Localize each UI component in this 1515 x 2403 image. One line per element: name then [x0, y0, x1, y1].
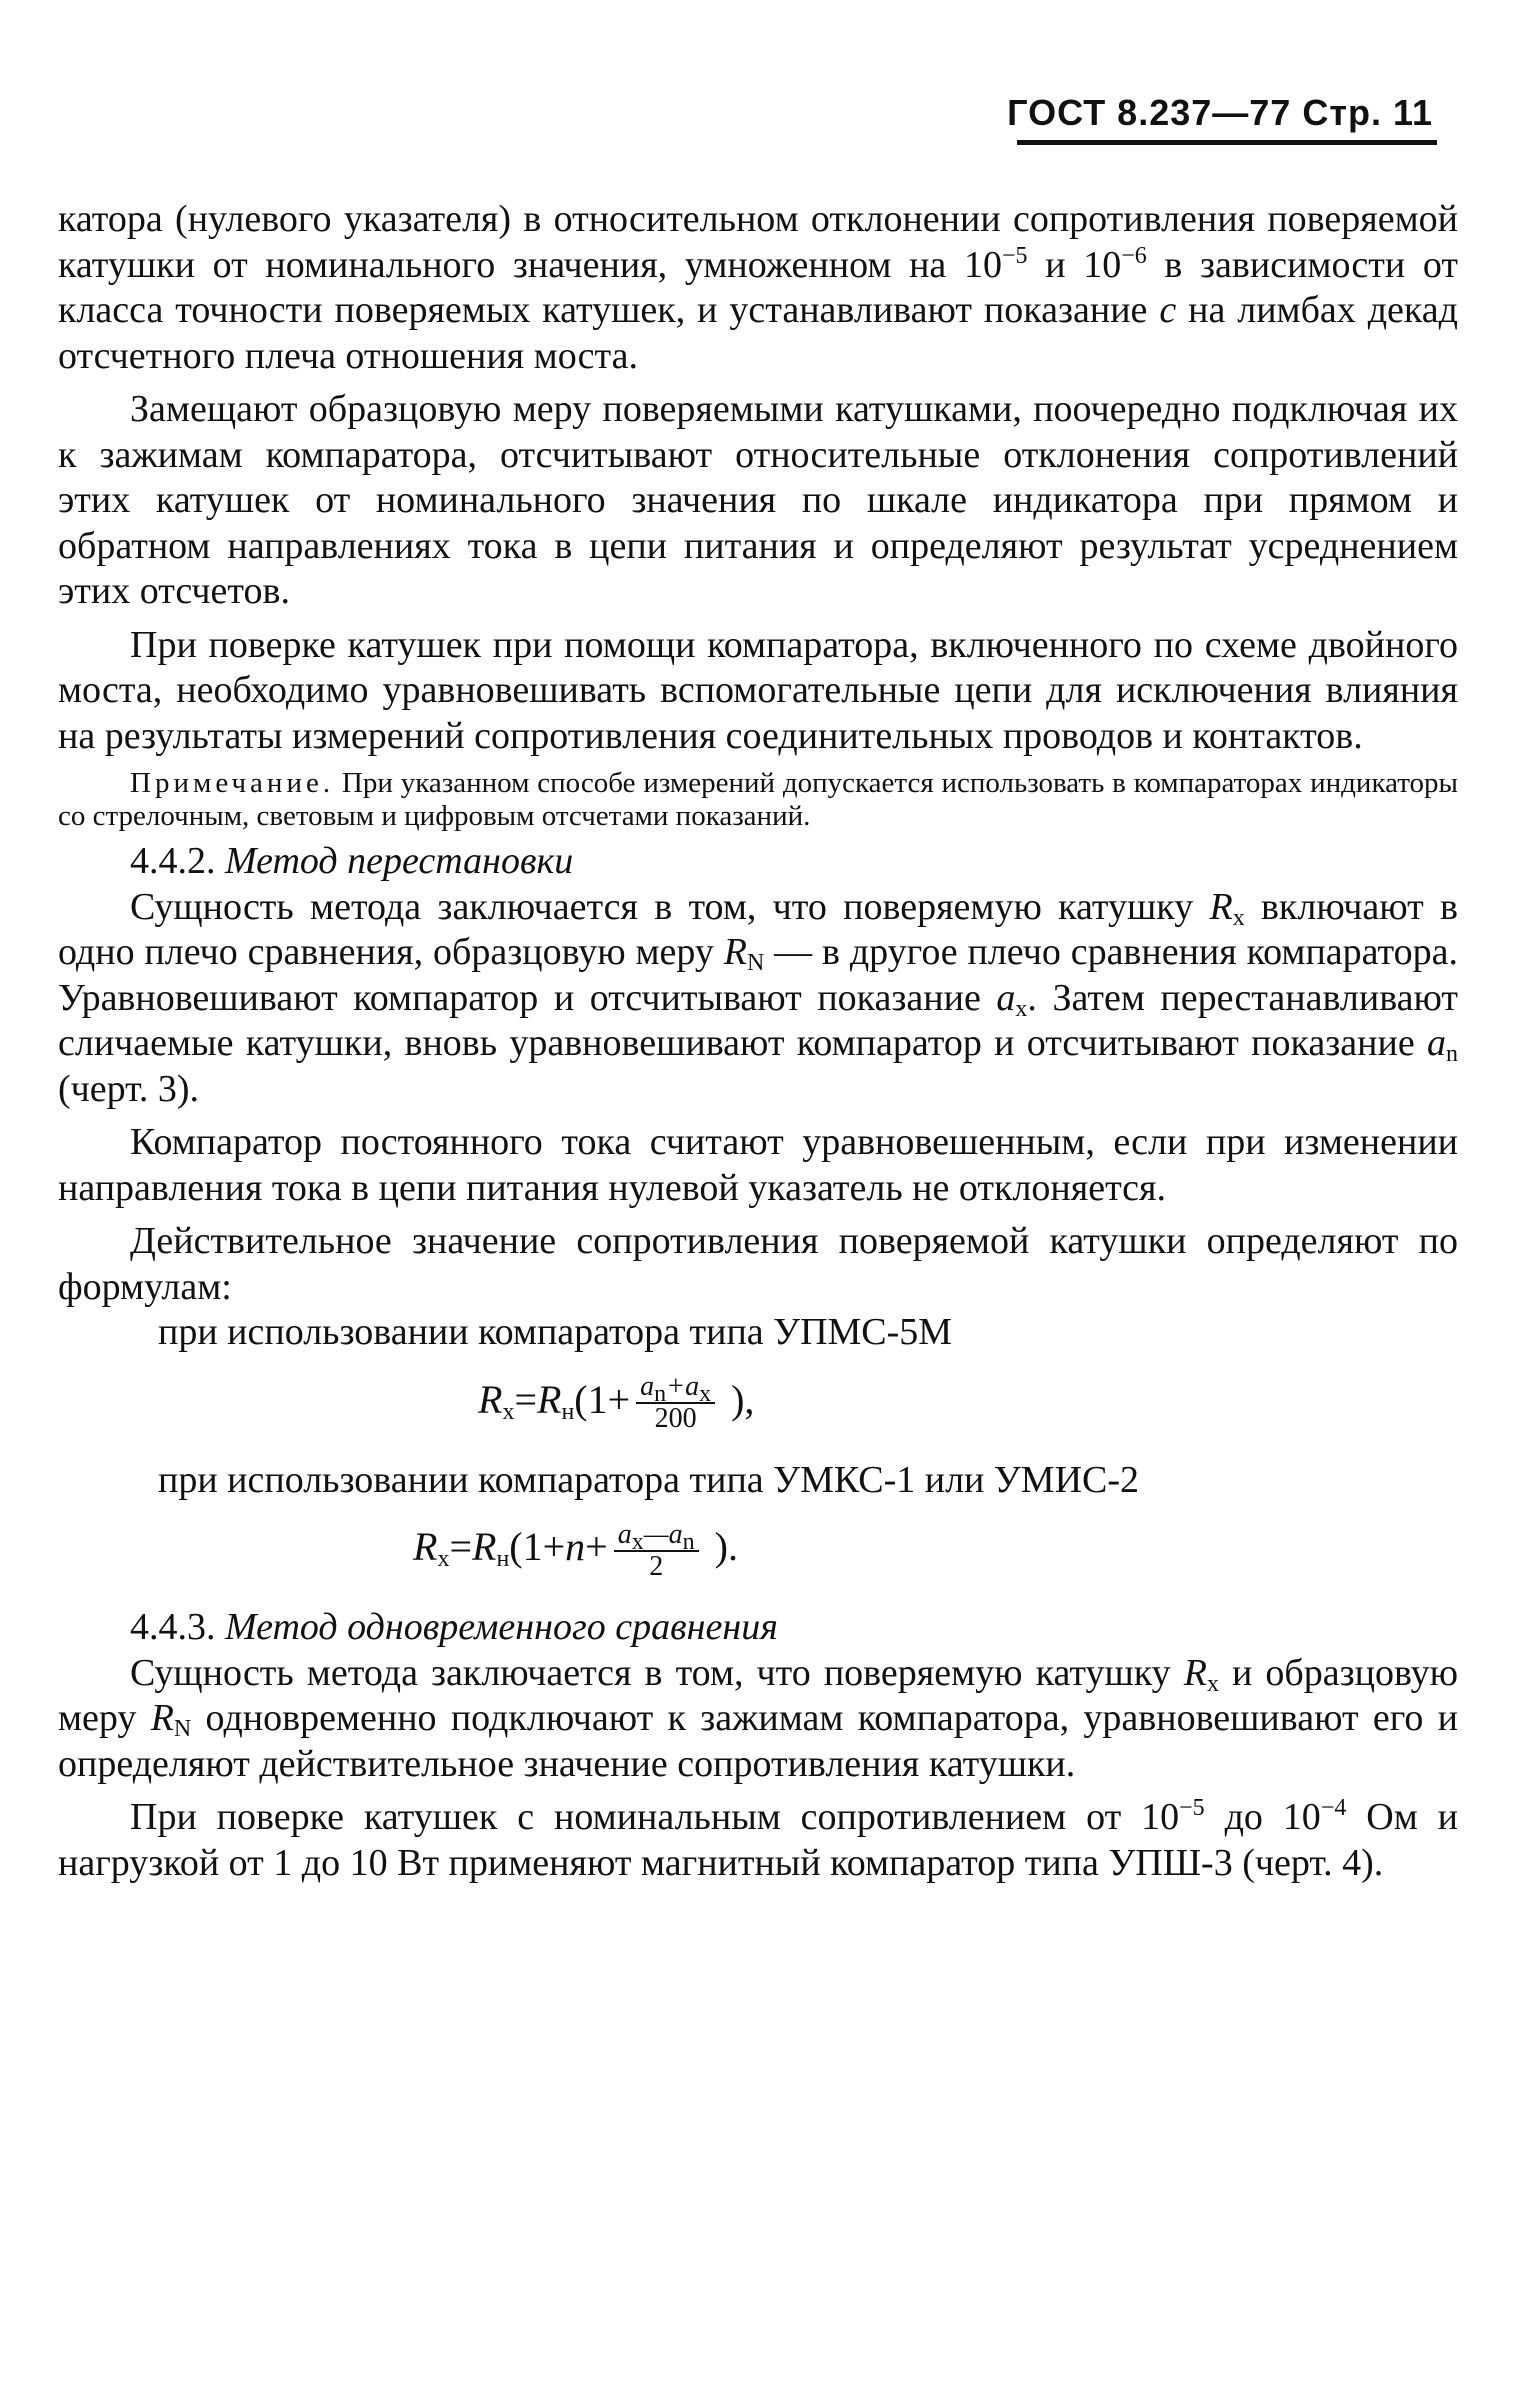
formula-symbol: =: [449, 1524, 472, 1569]
note-label: Примечание.: [130, 767, 335, 799]
section-number: 4.4.2.: [130, 840, 225, 882]
subscript: x: [1015, 995, 1028, 1022]
formula-symbol: R: [472, 1524, 497, 1569]
fraction-numerator: [636, 1371, 715, 1408]
text-run: и 10: [1027, 243, 1122, 286]
paragraph-balanced: Компаратор постоянного тока считают уравновешенным, если при изменении направления тока в цепи питания нулевой указатель не отклоняется.: [58, 1121, 1458, 1209]
fraction-denominator: 2: [649, 1550, 664, 1582]
subscript: n: [682, 1528, 695, 1555]
subscript: x: [631, 1528, 644, 1555]
formula-symbol: n: [565, 1524, 586, 1569]
subscript: x: [1232, 904, 1245, 931]
text-run: и образцовую меру: [58, 1651, 1458, 1739]
formula-symbol: (1+: [574, 1376, 631, 1422]
text-run: При поверке катушек с номинальным сопротивлением от 10: [130, 1796, 1180, 1838]
fraction: [614, 1520, 699, 1582]
section-number: 4.4.3.: [130, 1606, 225, 1648]
formula-symbol: ).: [704, 1524, 738, 1569]
formula-symbol: +: [585, 1524, 608, 1569]
fraction-numerator: [614, 1518, 699, 1555]
formula-symbol: =: [514, 1376, 537, 1422]
section-title: Метод одновременного сравнения: [225, 1606, 778, 1648]
text-run: на лимбах декад отсчетного плеча отношения моста.: [58, 289, 1458, 377]
formula-symbol: (1+: [509, 1524, 566, 1569]
formula-symbol: R: [413, 1524, 438, 1569]
paragraph-magnetic-comparator: [58, 1795, 1458, 1886]
variable-r: R: [150, 1697, 174, 1739]
text-run: — в другое плечо сравнения компаратора. Уравновешивают компаратор и отсчитывают показание: [58, 931, 1459, 1019]
variable-r: R: [1209, 885, 1233, 928]
subscript: x: [502, 1398, 515, 1425]
header-rule: [1017, 140, 1437, 145]
exponent: −5: [1179, 1795, 1205, 1821]
text-run: Ом и нагрузкой от 1 до 10 Вт применяют магнитный компаратор типа УПШ-3 (черт. 4).: [58, 1796, 1458, 1884]
text-run: одновременно подключают к зажимам компаратора, уравновешивают его и определяют действительное значение сопротивления катушки.: [58, 1697, 1458, 1785]
variable-r: R: [1183, 1651, 1207, 1694]
exponent: −5: [1001, 242, 1028, 269]
document-body: [58, 197, 1458, 1886]
formula-caption-2: при использовании компаратора типа УМКС-1 или УМИС-2: [158, 1458, 1140, 1501]
subscript: n: [654, 1381, 667, 1408]
text-run: катора (нулевого указателя) в относительном отклонении сопротивления поверяемой катушки от номинального значения, умноженном на 10: [58, 198, 1458, 286]
text-run: . Затем перестанавливают сличаемые катушки, вновь уравновешивают компаратор и отсчитывают показание: [58, 976, 1458, 1064]
note: [58, 767, 1458, 833]
paragraph-simultaneous-method: [58, 1651, 1458, 1788]
text-run: включают в одно плечо сравнения, образцовую меру: [58, 885, 1458, 973]
subscript: н: [561, 1398, 575, 1425]
formula-symbol: a: [640, 1371, 655, 1403]
paragraph-formulas-intro: Действительное значение сопротивления поверяемой катушки определяют по формулам:: [58, 1220, 1458, 1308]
variable-a: a: [1427, 1022, 1446, 1064]
variable-a: a: [996, 976, 1016, 1019]
subscript: N: [746, 950, 765, 976]
subscript: н: [496, 1546, 510, 1572]
paragraph-permutation-method: [58, 885, 1458, 1113]
exponent: −4: [1320, 1795, 1347, 1821]
section-title: Метод перестановки: [225, 840, 574, 882]
formula-symbol: R: [537, 1376, 562, 1422]
formula-symbol: —a: [643, 1518, 683, 1550]
formula-symbol: a: [617, 1518, 632, 1550]
subscript: x: [437, 1546, 450, 1572]
paragraph-double-bridge: При поверке катушек при помощи компаратора, включенного по схеме двойного моста, необходимо уравновешивать вспомогательные цепи для исключения влияния на результаты измерений сопротивления соединительных проводов и контактов.: [58, 623, 1458, 757]
formula-caption-1: при использовании компаратора типа УПМС-5М: [158, 1311, 953, 1353]
text-run: в зависимости от класса точности поверяемых катушек, и устанавливают показание: [58, 243, 1458, 331]
note-text: При указанном способе измерений допускается использовать в компараторах индикаторы со стрелочным, световым и цифровым отсчетами показаний.: [58, 767, 1458, 832]
fraction-denominator: 200: [654, 1403, 697, 1435]
variable-c: c: [1159, 289, 1177, 331]
formula-symbol: R: [478, 1376, 503, 1422]
subscript: x: [699, 1381, 712, 1408]
paragraph-continuation: [58, 197, 1458, 379]
text-run: до 10: [1204, 1796, 1321, 1838]
formula-1: [58, 1370, 1458, 1440]
section-heading-4-4-2: [58, 839, 1458, 885]
page-header: ГОСТ 8.237—77 Стр. 11: [1007, 92, 1433, 133]
variable-r: R: [723, 931, 747, 973]
section-heading-4-4-3: [58, 1605, 1458, 1651]
text-run: Сущность метода заключается в том, что поверяемую катушку: [130, 1651, 1184, 1694]
text-run: Сущность метода заключается в том, что поверяемую катушку: [130, 885, 1210, 928]
subscript: x: [1206, 1670, 1219, 1697]
fraction: [636, 1372, 715, 1434]
formula-2: [58, 1517, 1458, 1587]
paragraph-replacement: Замещают образцовую меру поверяемыми катушками, поочередно подключая их к зажимам компаратора, отсчитывают относительные отклонения сопротивлений этих катушек от номинального значения по шкале индикатора при прямом и обратном направлениях тока в цепи питания и определяют результат усреднением этих отсчетов.: [58, 388, 1458, 612]
subscript: N: [173, 1716, 192, 1742]
formula-symbol: ),: [721, 1376, 755, 1422]
exponent: −6: [1121, 242, 1147, 269]
text-run: (черт. 3).: [58, 1067, 200, 1110]
formula-symbol: +a: [666, 1371, 700, 1403]
subscript: n: [1446, 1041, 1458, 1067]
